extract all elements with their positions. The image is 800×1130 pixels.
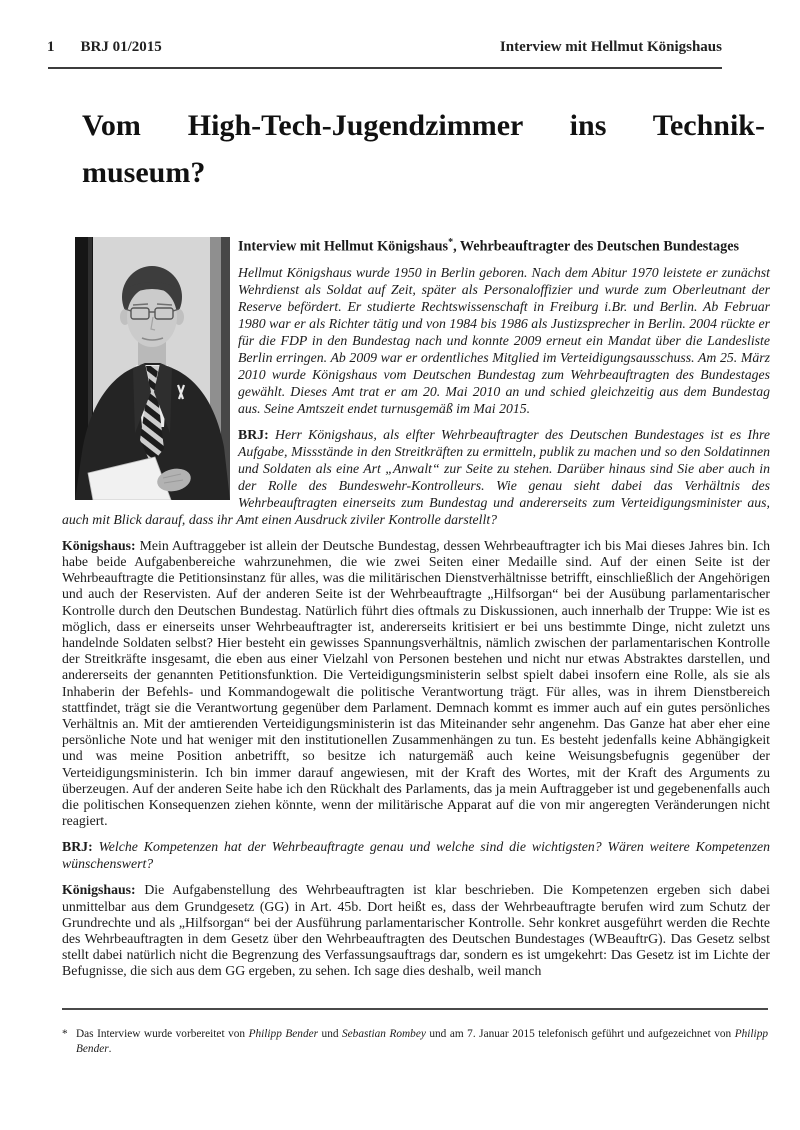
interview-answer-2 [62,882,770,979]
footnote-rule [62,1008,768,1010]
article-title [82,108,765,191]
journal-issue: BRJ 01/2015 [80,39,162,55]
interview-question-2 [62,838,770,872]
answer-text-2: Die Aufgabenstellung des Wehrbeauftragten ist klar beschrieben. Die Kompetenzen ergeben sich dabei unmittelbar aus dem Grundgesetz (GG) in Art. 45b. Dort heißt es, dass der Wehrbeauftragte berufen wird zum Schutz der Grundrechte und als „Hilfsorgan“ bei der Ausführung parlamentarischer Kontrolle. Sehr konkret ausgeführt werden die Rechte des Wehrbeauftragten in dem Gesetz über den Wehrbeauftragten des Deutschen Bundestages (WBeauftrG). Das Gesetz selbst stellt dabei natürlich nicht die Begrenzung des Verfassungsauftrags dar, sondern es ist umgekehrt: Das Gesetz ist im Lichte der Befugnisse, die sich aus dem GG ergeben, zu sehen. Ich sage dies deshalb, weil manch [62,882,770,979]
footnote-text-part: und [318,1028,343,1041]
running-head: Interview mit Hellmut Königshaus [499,39,722,55]
title-line-2: museum? [82,156,206,189]
portrait-photo [75,237,230,500]
speaker-label-brj: BRJ: [62,839,93,855]
footnote-marker: * [62,1028,68,1041]
footnote-author-1: Philipp Bender [248,1028,319,1041]
footnote-text-part: und am 7. Januar 2015 telefonisch geführt und aufgezeichnet von [425,1028,735,1041]
article-body [62,232,770,980]
footnote-asterisk: * [448,237,454,248]
speaker-label-koenigshaus: Königshaus: [62,537,136,553]
footnote-text-part: Das Interview wurde vorbereitet von [76,1028,249,1041]
interview-answer-1 [62,538,770,830]
footnote-text-part: . [108,1043,112,1056]
byline-role: , Wehrbeauftragter des Deutschen Bundestages [453,238,740,255]
footnote-author-3: Philipp Bender [76,1028,768,1056]
portrait-photo-illustration [75,237,230,500]
page-header [47,40,722,55]
question-text-2: Welche Kompetenzen hat der Wehrbeauftragte genau und welche sind die wichtigsten? Wären weitere Kompetenzen wünschenswert? [62,839,770,872]
bio-paragraph: Hellmut Königshaus wurde 1950 in Berlin geboren. Nach dem Abitur 1970 leistete er zunächst Wehrdienst als Soldat auf Zeit, später als Personaloffizier und wurde zum Oberleutnant der Reserve befördert. Er studierte Rechtswissenschaft in Freiburg i.Br. und Berlin. Ab Februar 1980 war er als Richter tätig und von 1984 bis 1986 als Justizsprecher in Berlin. 2004 rückte er für die FDP in den Bundestag nach und konnte 2009 erneut ein Mandat über die Landesliste Berlin erringen. Ab 2009 war er ordentliches Mitglied im Verteidigungsausschuss. Am 25. März 2010 wurde Königshaus vom Deutschen Bundestag zum Wehrbeauftragten des Bundestages gewählt. Dieses Amt trat er am 20. Mai 2010 an und schied gleichzeitig aus dem Bundestag aus. Seine Amtszeit endet turnusgemäß im Mai 2015. [238,264,770,416]
page-number: 1 [47,39,55,55]
title-line-1: Vom High-Tech-Jugendzimmer ins Technik- [82,109,765,142]
question-text-1: Herr Königshaus, als elfter Wehrbeauftragter des Deutschen Bundestages ist es Ihre Aufgabe, Missstände in den Streitkräften zu ermitteln, publik zu machen und so den Soldatinnen und Soldaten als eine Art „Anwalt“ zur Seite zu stehen. Darüber hinaus sind Sie aber auch in der Rolle des Bundeswehr-Kontrolleurs. Wie genau sieht dabei das Verhältnis des Wehrbeauftragten einerseits zum Bundestag und andererseits zum Verteidigungsminister aus, auch mit Blick darauf, dass ihr Amt einen Ausdruck ziviler Kontrolle darstellt? [62,426,771,527]
header-rule [48,67,722,69]
footnote [62,1027,768,1057]
speaker-label-koenigshaus: Königshaus: [62,882,136,898]
speaker-label-brj: BRJ: [238,426,269,442]
footnote-author-2: Sebastian Rombey [342,1028,426,1041]
byline-name: Interview mit Hellmut Königshaus [238,238,449,255]
answer-text-1: Mein Auftraggeber ist allein der Deutsche Bundestag, dessen Wehrbeauftragter ich bis Mai dieses Jahres bin. Ich habe beide Aufgabenbereiche wahrzunehmen, die wie zwei Seiten einer Medaille sind. Auf der einen Seite ist der Wehrbeauftragte die Petitionsinstanz für alles, was die militärischen Dienstverhältnisse betrifft, einschließlich der Angehörigen und auch der Reservisten. Auf der anderen Seite ist der Wehrbeauftragte „Hilfsorgan“ bei der Ausübung parlamentarischer Kontrolle durch den Deutschen Bundestag. Natürlich führt dies oftmals zu Diskussionen, auch innerhalb der Truppe: Wie ist es möglich, dass er einerseits unser Wehrbeauftragter ist, andererseits kritisiert er bei uns bestimmte Dinge, nicht zuletzt uns handelnde Soldaten selbst? Hier besteht ein gewisses Spannungsverhältnis, nämlich zwischen der parlamentarischen Kontrolle der Streitkräfte insgesamt, die eben aus einer Vielzahl von Personen bestehen und nicht nur etwas Abstraktes darstellen, und andererseits der genannten Petitionsfunktion. Die Verteidigungsministerin selbst spielt dabei insofern eine Rolle, als sie als Inhaberin der Befehls- und Kommandogewalt die politische Verantwortung trägt. Für alles, was in ihrem Dienstbereich stattfindet, trägt sie die Verantwortung gegenüber dem Parlament. Demnach kommt es immer auch auf ein gutes persönliches Verhältnis an. Mit der amtierenden Verteidigungsministerin ist das Miteinander sehr angenehm. Das Ganze hat aber eher eine persönliche Note und hat weniger mit den institutionellen Zusammenhängen zu tun. Es besteht jedenfalls keine Abhängigkeit und was meine Position anbetrifft, so besitze ich naturgemäß auch keine Weisungsbefugnis gegenüber der Verteidigungsministerin. Ich bin immer darauf angewiesen, mit der Kraft des Wortes, mit der Kraft des Arguments zu überzeugen. Auf der anderen Seite habe ich den Rückhalt des Parlaments, das ja mein Auftraggeber ist und gegebenenfalls auch die politischen Konsequenzen ziehen könnte, wenn der militärische Apparat auf die von mir angeregten Veränderungen nicht reagiert. [62,537,770,829]
